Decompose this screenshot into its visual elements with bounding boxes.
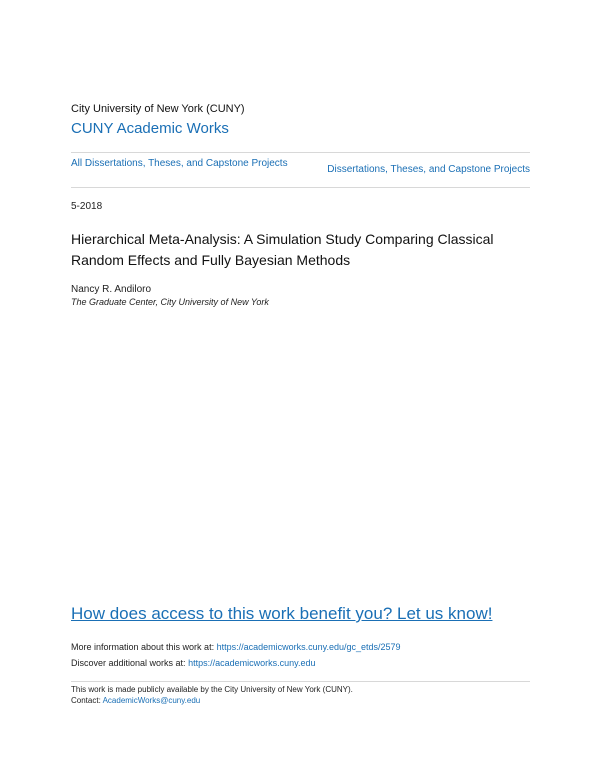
more-info-label: More information about this work at: <box>71 642 217 652</box>
availability-notice: This work is made publicly available by the City University of New York (CUNY). <box>71 685 353 694</box>
contact-email-link[interactable]: AcademicWorks@cuny.edu <box>102 696 201 705</box>
contact-label: Contact: <box>71 696 103 705</box>
divider <box>71 152 530 153</box>
author-affiliation: The Graduate Center, City University of New York <box>71 297 269 307</box>
divider <box>71 187 530 188</box>
discover-label: Discover additional works at: <box>71 658 189 668</box>
feedback-link[interactable]: How does access to this work benefit you? Let us know! <box>71 604 493 623</box>
discover-line <box>71 658 315 668</box>
document-title: Hierarchical Meta-Analysis: A Simulation Study Comparing Classical Random Effects and Fully Bayesian Methods <box>71 231 494 268</box>
collection-link-dissertations[interactable]: Dissertations, Theses, and Capstone Projects <box>327 164 530 175</box>
more-info-line <box>71 642 401 652</box>
institution-name: City University of New York (CUNY) <box>71 103 245 115</box>
repository-link[interactable]: CUNY Academic Works <box>71 120 229 137</box>
collection-link-all[interactable]: All Dissertations, Theses, and Capstone Projects <box>71 158 288 169</box>
divider <box>71 681 530 682</box>
work-url-link[interactable]: https://academicworks.cuny.edu/gc_etds/2579 <box>216 642 401 652</box>
contact-line <box>71 696 200 705</box>
author-name: Nancy R. Andiloro <box>71 284 152 295</box>
publication-date: 5-2018 <box>71 201 103 212</box>
repository-url-link[interactable]: https://academicworks.cuny.edu <box>188 658 316 668</box>
